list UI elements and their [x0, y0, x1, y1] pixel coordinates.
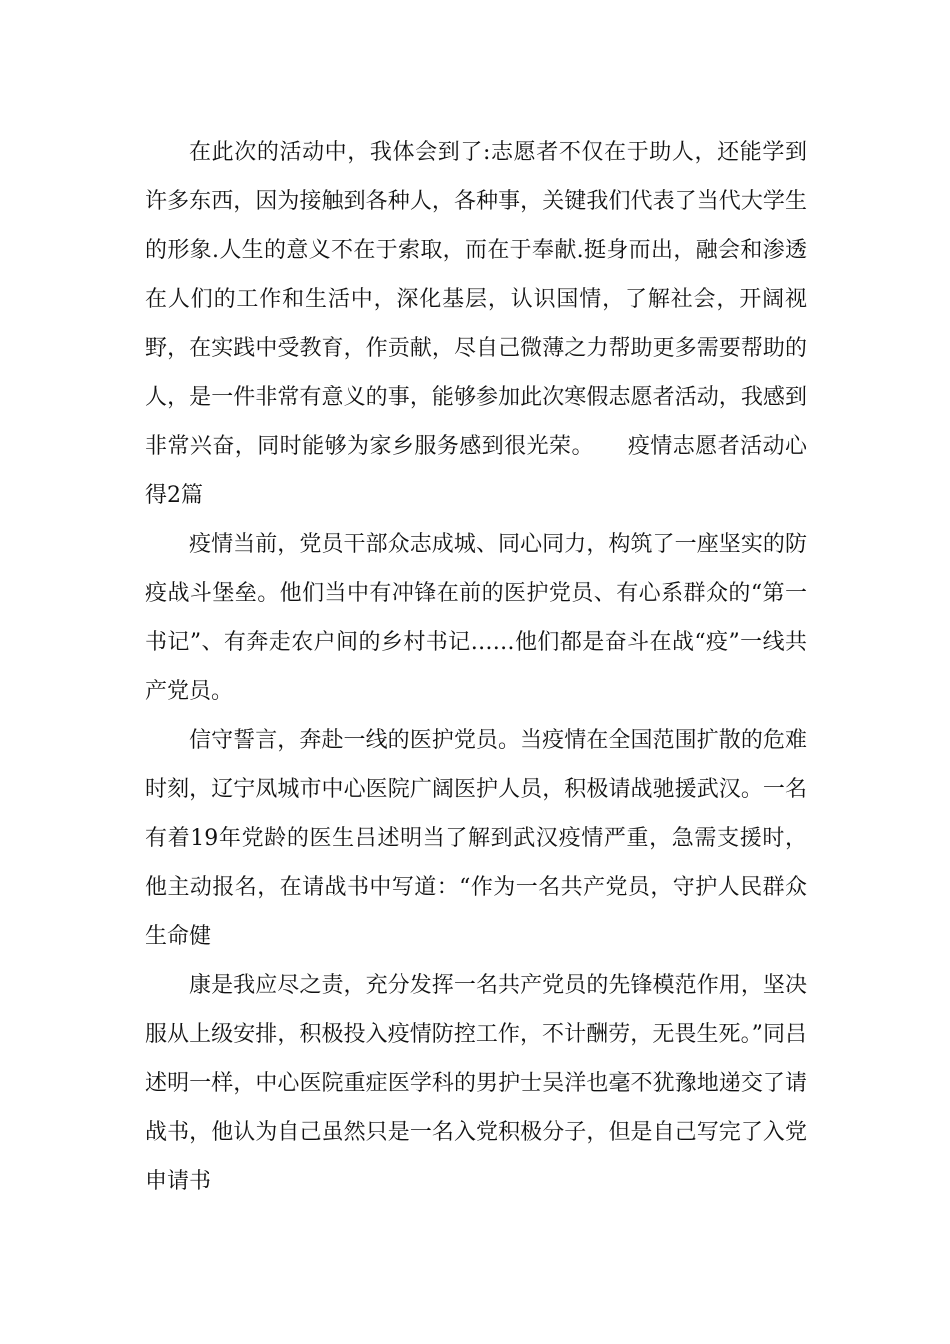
paragraph-medical-party-members: 信守誓言，奔赴一线的医护党员。当疫情在全国范围扩散的危难时刻，辽宁凤城市中心医院广阔医护人员，积极请战驰援武汉。一名有着19年党龄的医生吕述明当了解到武汉疫情严重，急需支援时，他主动报名，在请战书中写道：“作为一名共产党员，守护人民群众生命健	[145, 728, 807, 949]
paragraph-party-members-intro: 疫情当前，党员干部众志成城、同心同力，构筑了一座坚实的防疫战斗堡垒。他们当中有冲锋在前的医护党员、有心系群众的“第一书记”、有奔走农户间的乡村书记……他们都是奋斗在战“疫”一线共产党员。	[145, 532, 807, 704]
paragraph-volunteer-reflection: 在此次的活动中，我体会到了:志愿者不仅在于助人，还能学到许多东西，因为接触到各种人，各种事，关键我们代表了当代大学生的形象.人生的意义不在于索取，而在于奉献.挺身而出，融会和渗透在人们的工作和生活中，深化基层，认识国情，了解社会，开阔视野，在实践中受教育，作贡献，尽自己微薄之力帮助更多需要帮助的人，是一件非常有意义的事，能够参加此次寒假志愿者活动，我感到非常兴奋，同时能够为家乡服务感到很光荣。 疫情志愿者活动心得2篇	[145, 140, 807, 508]
document-body	[145, 128, 807, 1206]
paragraph-duty-continuation: 康是我应尽之责，充分发挥一名共产党员的先锋模范作用，坚决服从上级安排，积极投入疫情防控工作，不计酬劳，无畏生死。”同吕述明一样，中心医院重症医学科的男护士吴洋也毫不犹豫地递交了请战书，他认为自己虽然只是一名入党积极分子，但是自己写完了入党申请书	[145, 973, 807, 1194]
